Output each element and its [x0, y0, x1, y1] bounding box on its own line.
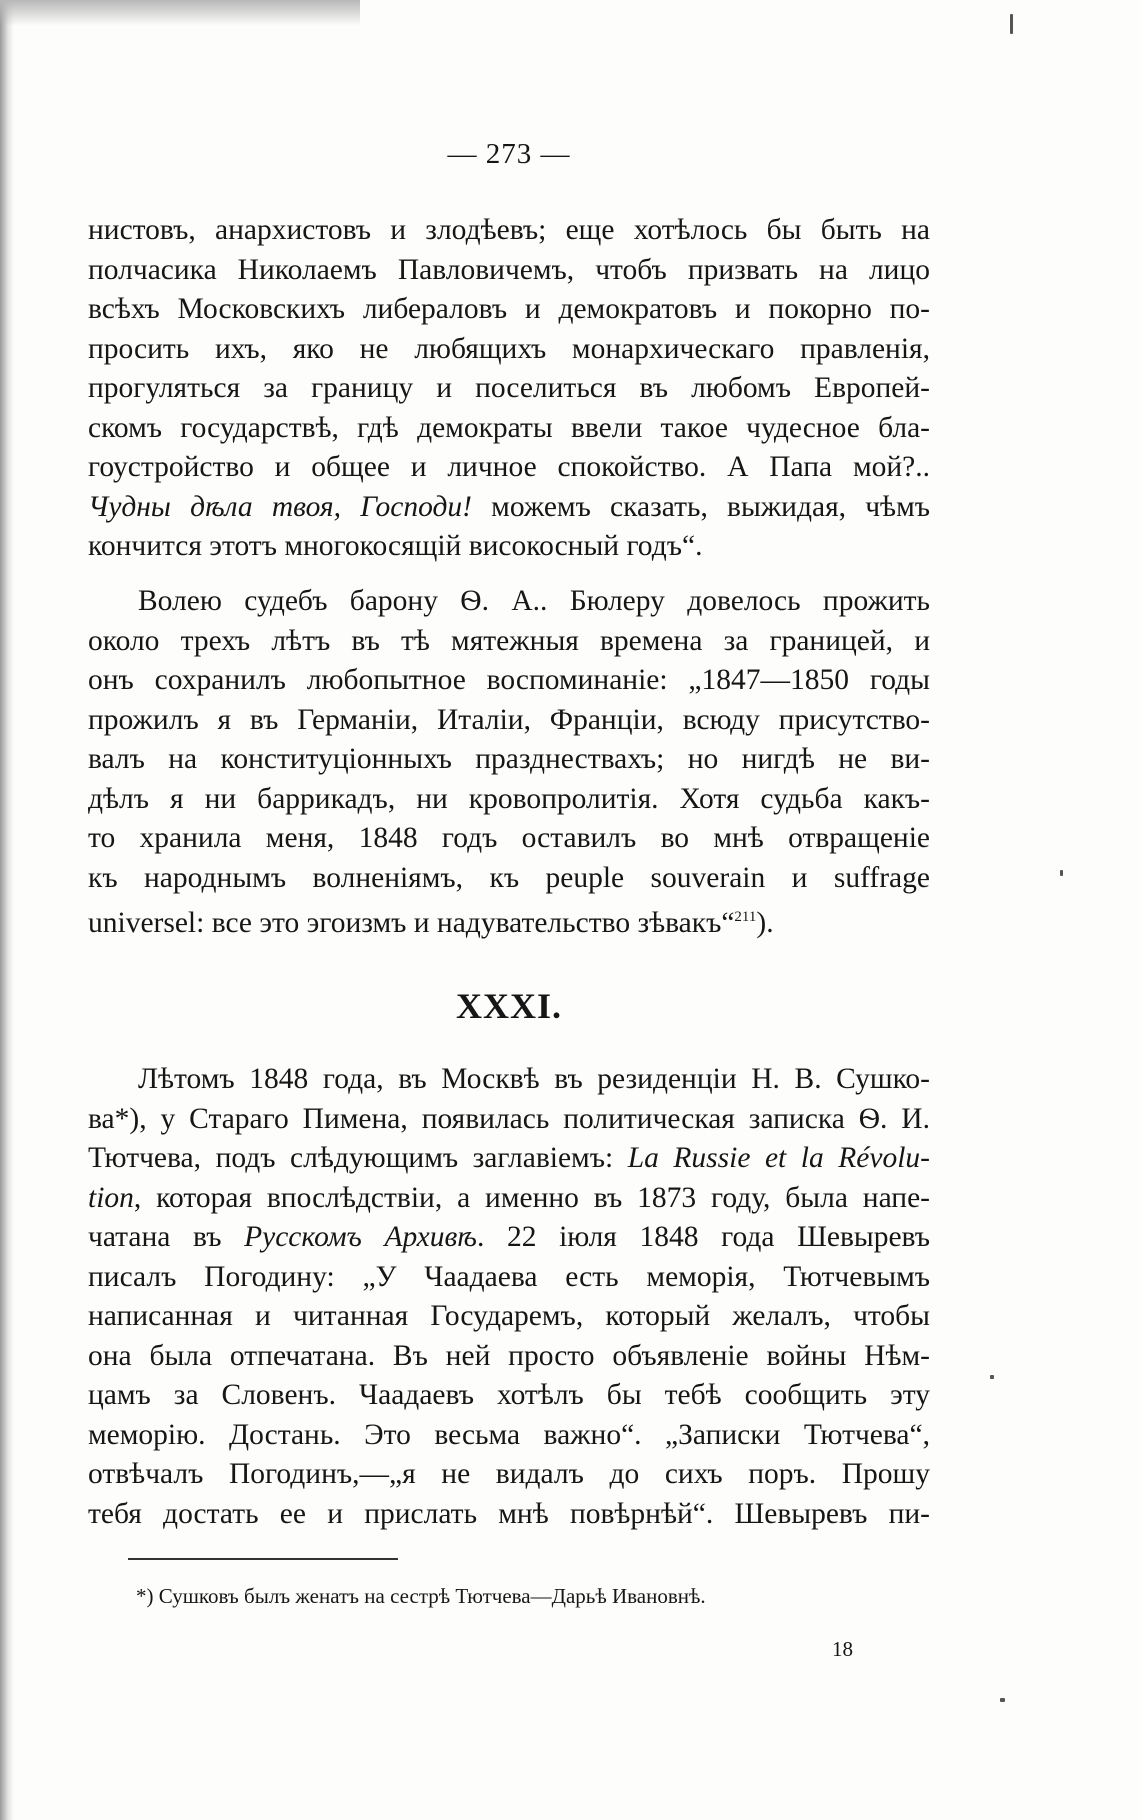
- section-heading: XXXI.: [455, 986, 562, 1026]
- scan-top-edge: [0, 0, 360, 26]
- text-line: нистовъ, анархистовъ и злодѣевъ; еще хотѣлось бы быть на: [88, 214, 930, 246]
- italic-phrase: Чудны дѣла твоя, Господи!: [88, 490, 472, 523]
- text-line: прогуляться за границу и поселиться въ любомъ Европей-: [88, 372, 930, 404]
- text-line: къ народнымъ волненіямъ, къ peuple souverain и suffrage: [88, 861, 930, 894]
- scan-speck: [1000, 1698, 1005, 1702]
- text-line: написанная и читанная Государемъ, который желалъ, чтобы: [88, 1300, 930, 1332]
- text-line: писалъ Погодину: „У Чаадаева есть меморія, Тютчевымъ: [88, 1260, 930, 1293]
- paragraph-1: [88, 211, 930, 567]
- footnote-reference: 211: [734, 909, 757, 925]
- text-line: дѣлъ я ни баррикадъ, ни кровопролитія. Хотя судьба какъ-: [88, 782, 930, 815]
- text-line: полчасика Николаемъ Павловичемъ, чтобъ призвать на лицо: [88, 253, 930, 286]
- text-line: цамъ за Словенъ. Чаадаевъ хотѣлъ бы тебѣ сообщить эту: [88, 1379, 930, 1411]
- text-line: кончится этотъ многокосящій високосный годъ“.: [88, 530, 703, 562]
- signature-mark: 18: [832, 1637, 853, 1661]
- text-line: скомъ государствѣ, гдѣ демократы ввели такое чудесное бла-: [88, 411, 930, 444]
- paragraph-3: [88, 1060, 930, 1534]
- text-line: валъ на конституціонныхъ празднествахъ; но нигдѣ не ви-: [88, 743, 930, 775]
- footnote: *) Сушковъ былъ женатъ на сестрѣ Тютчева—Дарьѣ Ивановнѣ.: [136, 1584, 706, 1608]
- text-line: просить ихъ, яко не любящихъ монархическаго правленія,: [88, 332, 930, 365]
- text-line: всѣхъ Московскихъ либераловъ и демократовъ и покорно по-: [88, 293, 930, 325]
- text-line: ва*), у Стараго Пимена, появилась политическая записка Ѳ. И.: [88, 1102, 930, 1135]
- italic-title: Русскомъ Архивѣ: [244, 1221, 477, 1253]
- scan-left-edge: [0, 0, 14, 1820]
- text-line: [88, 898, 930, 943]
- text-line: [88, 488, 930, 528]
- text-line: меморію. Достань. Это весьма важно“. „Записки Тютчева“,: [88, 1418, 930, 1451]
- text-span: можемъ сказать, выжидая, чѣмъ: [471, 490, 930, 523]
- text-line: тебя достать ее и прислать мнѣ повѣрнѣй“. Шевыревъ пи-: [88, 1497, 930, 1530]
- text-line: она была отпечатана. Въ ней просто объявленіе войны Нѣм-: [88, 1339, 930, 1372]
- text-line: прожилъ я въ Германіи, Италіи, Франціи, всюду присутство-: [88, 703, 930, 736]
- scan-speck: [990, 1375, 994, 1379]
- italic-title: La Russie et la Révolu-: [627, 1142, 930, 1174]
- text-span: . 22 іюля 1848 года Шевыревъ: [476, 1221, 931, 1253]
- text-span: , которая впослѣдствіи, а именно въ 1873 году, была напе-: [133, 1181, 930, 1214]
- text-line: [88, 1179, 930, 1219]
- text-line: отвѣчалъ Погодинъ,—„я не видалъ до сихъ поръ. Прошу: [88, 1458, 930, 1490]
- text-span: universel: все это эгоизмъ и надувательство зѣвакъ“: [88, 906, 735, 939]
- text-line: [88, 1218, 930, 1258]
- text-line: Лѣтомъ 1848 года, въ Москвѣ въ резиденціи Н. В. Сушко-: [138, 1063, 930, 1095]
- text-line: [88, 1139, 930, 1179]
- italic-title: tion: [88, 1181, 134, 1214]
- scan-speck: [1010, 14, 1013, 34]
- page-number: — 273 —: [447, 138, 571, 170]
- text-line: онъ сохранилъ любопытное воспоминаніе: „1847—1850 годы: [88, 664, 930, 696]
- text-span: Тютчева, подъ слѣдующимъ заглавіемъ:: [88, 1142, 628, 1174]
- footnote-divider: [128, 1558, 398, 1560]
- text-line: то хранила меня, 1848 годъ оставилъ во мнѣ отвращеніе: [88, 822, 930, 854]
- text-line: гоустройство и общее и личное спокойство. А Папа мой?..: [88, 451, 930, 483]
- text-line: Волею судебъ барону Ѳ. А.. Бюлеру довелось прожить: [138, 585, 930, 617]
- text-span: чатана въ: [88, 1221, 245, 1253]
- paragraph-2: [88, 582, 930, 943]
- text-line: около трехъ лѣтъ въ тѣ мятежныя времена за границей, и: [88, 624, 930, 657]
- scan-speck: [1060, 870, 1063, 876]
- text-span: ).: [756, 906, 774, 939]
